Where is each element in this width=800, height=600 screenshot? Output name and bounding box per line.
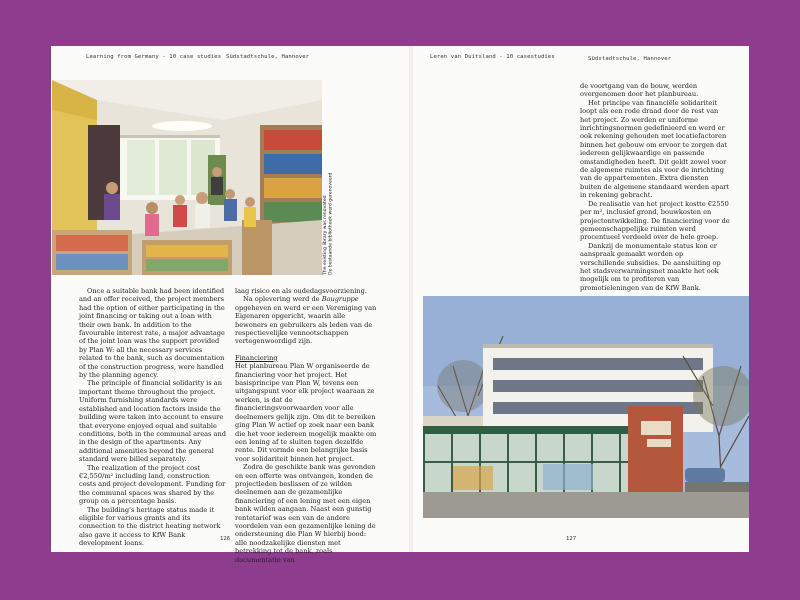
caption-english: The existing library was renovated: [323, 195, 328, 275]
left-column-english: [79, 287, 227, 548]
right-header-title: Leren van Duitsland - 10 casestudies: [430, 54, 555, 60]
left-column-dutch: [235, 287, 377, 564]
left-header-location: Südstadtschule, Hannover: [226, 54, 310, 60]
paragraph: Na oplevering werd de Baugruppe opgeheven en werd er een Vereniging van Eigenaren opgericht, waarin alle bewoners en gebruikers als leden van de respectievelijke vennootschappen vertegenwoordigd zijn.: [235, 295, 377, 346]
paragraph: The principle of financial solidarity is an important theme throughout the project. Uniform furnishing standards were established and location factors inside the building were taken into account to ensure that everyone enjoyed equal and suitable conditions, both in the communal areas and in the design of the apartments. Any additional amenities beyond the general standard were billed separately.: [79, 379, 226, 464]
paragraph: The building's heritage status made it eligible for various grants and its connection to the district heating network also gave it access to KfW Bank development loans.: [79, 505, 221, 548]
paragraph: De realisatie van het project kostte €2550 per m², inclusief grond, bouwkosten en projectontwikkeling. De financiering voor de gemeenschappelijke ruimten werd procentueel verdeeld over de hele groep.: [580, 199, 730, 242]
caption-dutch: De bestaande bibliotheek werd gerenoveerd: [328, 172, 334, 275]
paragraph: Once a suitable bank had been identified and an offer received, the project members had the option of either participating in the joint financing or taking out a loan with their own bank. In addition to the favourable interest rate, a major advantage of the joint loan was the support provided by Plan W: all the necessary services related to the bank, such as documentation of the construction progress, were handled by the planning agency.: [79, 287, 225, 380]
right-column-dutch: [580, 82, 730, 292]
paragraph: Het principe van financiële solidariteit loopt als een rode draad door de rest van het project. Zo werden er uniforme inrichtingsnormen gedefinieerd en werd er ook rekening gehouden met locatiefactoren binnen het gebouw om ervoor te zorgen dat iedereen gelijkwaardige en passende omstandigheden heeft. Dit geldt zowel voor de algemene ruimtes als voor de inrichting van de appartementen. Extra diensten buiten de algemene standaard werden apart in rekening gebracht.: [580, 98, 730, 200]
paragraph: de voortgang van de bouw, werden overgenomen door het planbureau.: [580, 82, 699, 99]
library-interior-photo: [52, 80, 322, 275]
page-number-right: 127: [566, 536, 577, 542]
section-heading: Financiering: [235, 353, 278, 362]
page-number-left: 126: [220, 536, 231, 542]
right-header-location: Südstadtschule, Hannover: [588, 56, 672, 62]
paragraph: The realization of the project cost €2,550/m² including land, construction costs and project development. Funding for the communal spaces was shared by the group on a percentage basis.: [79, 463, 226, 506]
book-gutter: [409, 46, 413, 552]
paragraph: Dankzij de monumentale status kon er aanspraak gemaakt worden op verschillende subsidies. De aansluiting op het stadsverwarmingsnet maakte het ook mogelijk om te profiteren van promotieleningen van de KfW Bank.: [580, 241, 721, 292]
paragraph: Het planbureau Plan W organiseerde de financiering voor het project. Het basisprincipe van Plan W, tevens een uitgangspunt voor elk project waaraan ze werken, is dat de financieringsvoorwaarden voor alle deelnemers gelijk zijn. Om dit te bereiken ging Plan W actief op zoek naar een bank die het voor iedereen mogelijk maakte om een lening af te sluiten tegen dezelfde rente. Dit vormde een belangrijke basis voor solidariteit binnen het project.: [235, 362, 377, 463]
paragraph: Zodra de geschikte bank was gevonden en een offerte was ontvangen, konden de projectleden beslissen of ze wilden deelnemen aan de gezamenlijke financiering of een lening met een eigen bank wilden aangaan. Naast een gunstig rentetarief was een van de andere voordelen van een gezamenlijke lening de ondersteuning die Plan W hierbij bood: alle noodzakelijke diensten met betrekking tot de bank, zoals documentatie van: [235, 463, 376, 564]
photo-caption: [323, 80, 334, 275]
left-header-title: Learning from Germany - 10 case studies: [86, 54, 222, 60]
school-building-photo: [423, 296, 749, 518]
paragraph: laag risico en als oudedagsvoorziening.: [235, 287, 367, 295]
